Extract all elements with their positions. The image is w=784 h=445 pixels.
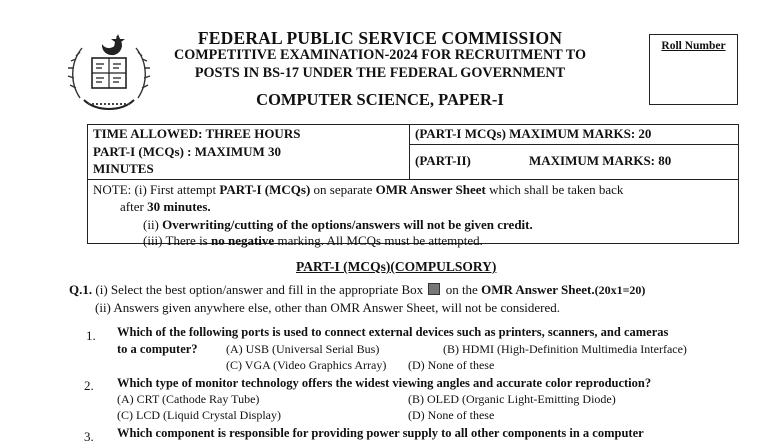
q1-option-c: (C) VGA (Video Graphics Array) xyxy=(226,358,387,372)
note-2-num: (ii) xyxy=(143,217,163,232)
q2-text: Which type of monitor technology offers the widest viewing angles and accurate color reproduction? xyxy=(117,376,652,390)
paper-title: COMPUTER SCIENCE, PAPER-I xyxy=(256,90,504,109)
q1-text-line-2: to a computer? xyxy=(117,342,198,356)
question-1-label: Q.1. xyxy=(69,282,93,297)
omr-box-icon xyxy=(428,283,440,295)
instruction-1-text: (i) Select the best option/answer and fill in the appropriate Box xyxy=(92,282,427,297)
part1-time-line-2: MINUTES xyxy=(93,161,154,176)
q1-option-d: (D) None of these xyxy=(408,358,495,372)
note-1-text-c: on separate xyxy=(310,182,376,197)
exam-title-line-1: COMPETITIVE EXAMINATION-2024 FOR RECRUITMENT TO xyxy=(173,47,586,63)
note-line-2 xyxy=(143,217,533,233)
part2-label: (PART-II) xyxy=(415,153,471,168)
part1-max-marks: (PART-I MCQs) MAXIMUM MARKS: 20 xyxy=(415,126,652,141)
part1-time-line-1: PART-I (MCQs) : MAXIMUM 30 xyxy=(93,144,282,159)
instruction-1-on: on the xyxy=(442,282,482,297)
time-allowed: TIME ALLOWED: THREE HOURS xyxy=(93,126,301,141)
q3-number: 3. xyxy=(84,429,94,444)
exam-title-line-2: POSTS IN BS-17 UNDER THE FEDERAL GOVERNMENT xyxy=(194,65,566,81)
note-1-omr: OMR Answer Sheet xyxy=(375,182,486,197)
note-line-1b xyxy=(120,199,211,215)
note-1-text-f: after xyxy=(120,199,148,214)
info-divider-right xyxy=(409,144,738,145)
note-1-part1: PART-I (MCQs) xyxy=(219,182,311,197)
q1-number: 1. xyxy=(86,328,96,343)
q1-option-a: (A) USB (Universal Serial Bus) xyxy=(226,342,380,356)
commission-title: FEDERAL PUBLIC SERVICE COMMISSION xyxy=(197,28,563,48)
fpsc-emblem-logo xyxy=(66,28,152,116)
q2-option-a: (A) CRT (Cathode Ray Tube) xyxy=(117,392,260,406)
note-3-text-a: (iii) There is xyxy=(143,233,211,248)
part1-heading: PART-I (MCQs)(COMPULSORY) xyxy=(296,259,497,274)
q2-option-d: (D) None of these xyxy=(408,408,495,422)
instruction-1-marks: (20x1=20) xyxy=(594,283,646,297)
info-divider-vertical xyxy=(409,125,410,179)
note-3-no-negative: no negative xyxy=(211,233,275,248)
instruction-1-omr: OMR Answer Sheet. xyxy=(481,282,595,297)
note-1-minutes: 30 minutes. xyxy=(147,199,211,214)
roll-number-label: Roll Number xyxy=(661,40,726,52)
note-line-1 xyxy=(93,182,623,198)
q3-text: Which component is responsible for providing power supply to all other components in a computer xyxy=(117,426,644,440)
note-3-text-c: marking. All MCQs must be attempted. xyxy=(274,233,483,248)
note-2-text: Overwriting/cutting of the options/answers will not be given credit. xyxy=(162,217,533,232)
instruction-line-2: (ii) Answers given anywhere else, other than OMR Answer Sheet, will not be considered. xyxy=(95,300,561,315)
q1-text-line-1: Which of the following ports is used to connect external devices such as printers, scanners, and cameras xyxy=(117,325,669,339)
info-divider-horizontal xyxy=(88,179,738,180)
exam-info-box xyxy=(87,124,739,248)
note-1-text-e: which shall be taken back xyxy=(485,182,624,197)
instruction-line-1 xyxy=(69,282,645,298)
note-line-3 xyxy=(143,233,483,249)
q2-option-b: (B) OLED (Organic Light-Emitting Diode) xyxy=(408,392,616,406)
part2-max-marks: MAXIMUM MARKS: 80 xyxy=(529,153,672,168)
q2-number: 2. xyxy=(84,378,94,393)
note-1-text-a: NOTE: (i) First attempt xyxy=(93,182,220,197)
q2-option-c: (C) LCD (Liquid Crystal Display) xyxy=(117,408,281,422)
q1-option-b: (B) HDMI (High-Definition Multimedia Interface) xyxy=(443,342,687,356)
roll-number-box xyxy=(649,34,738,105)
